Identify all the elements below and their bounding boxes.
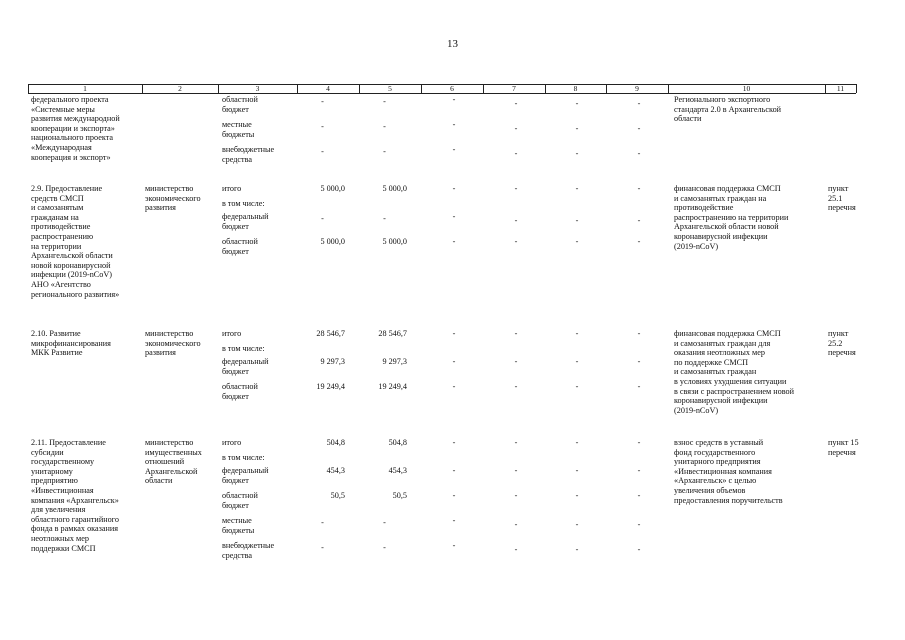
year-amount-value: - xyxy=(637,149,641,158)
header-column-number: 3 xyxy=(255,83,260,93)
funding-source-label: в том числе: xyxy=(222,199,265,208)
year-amount-value: - xyxy=(514,438,518,447)
total-amount-value: - xyxy=(321,214,324,223)
year-amount-value: - xyxy=(514,216,518,225)
header-column-number: 5 xyxy=(388,83,392,93)
expected-result: Регионального экспортного стандарта 2.0 в Архангельской области xyxy=(674,95,782,124)
year-amount-value: - xyxy=(452,516,456,525)
year-amount-value: - xyxy=(637,357,641,366)
year-amount-value: - xyxy=(637,216,641,225)
total-amount-value: 454,3 xyxy=(326,466,345,475)
year-amount-value: - xyxy=(575,357,579,366)
year-amount-value: - xyxy=(575,382,579,391)
total-amount-value: - xyxy=(321,147,324,156)
expected-result: финансовая поддержка СМСП и самозанятых граждан для оказания неотложных мер по поддержке СМСП и самозанятых граждан в условиях ухудшения ситуации в связи с распространением новой коронавирусной инфекции (2019-nCoV) xyxy=(674,329,794,415)
total-amount-value: 504,8 xyxy=(326,438,345,447)
year-amount-value: - xyxy=(514,491,518,500)
funding-source-label: областной бюджет xyxy=(222,237,258,256)
year-amount-value: - xyxy=(452,491,456,500)
measure-name: 2.9. Предоставление средств СМСП и самозанятым гражданам на противодействие распространению на территории Архангельской области новой коронавирусной инфекции (2019-nCoV) АНО «Агентство регионального развития» xyxy=(31,184,120,299)
year-2020-amount-value: 454,3 xyxy=(388,466,407,475)
list-item-reference: пункт 25.2 перечня xyxy=(828,329,856,358)
funding-source-label: местные бюджеты xyxy=(222,516,255,535)
year-amount-value: - xyxy=(452,237,456,246)
funding-source-label: областной бюджет xyxy=(222,382,258,401)
total-amount-value: 19 249,4 xyxy=(316,382,345,391)
funding-source-label: внебюджетные средства xyxy=(222,145,275,164)
year-amount-value: - xyxy=(575,237,579,246)
year-amount-value: - xyxy=(637,491,641,500)
year-2020-amount-value: - xyxy=(383,97,386,106)
year-amount-value: - xyxy=(575,545,579,554)
year-amount-value: - xyxy=(514,184,518,193)
year-amount-value: - xyxy=(575,491,579,500)
year-amount-value: - xyxy=(575,149,579,158)
total-amount-value: - xyxy=(321,97,324,106)
year-amount-value: - xyxy=(514,382,518,391)
header-column-number: 11 xyxy=(836,83,845,93)
year-amount-value: - xyxy=(452,145,456,154)
year-amount-value: - xyxy=(575,520,579,529)
list-item-reference: пункт 15 перечня xyxy=(828,438,859,457)
year-amount-value: - xyxy=(514,545,518,554)
year-2020-amount-value: - xyxy=(383,214,386,223)
year-2020-amount-value: 5 000,0 xyxy=(382,184,407,193)
year-amount-value: - xyxy=(452,184,456,193)
measure-name: 2.11. Предоставление субсидии государственному унитарному предприятию «Инвестиционная компания «Архангельск» для увеличения областного гарантийного фонда в рамках оказания неотложных мер поддержки СМСП xyxy=(31,438,119,553)
funding-source-label: областной бюджет xyxy=(222,95,258,114)
total-amount-value: 5 000,0 xyxy=(320,184,345,193)
header-column-number: 1 xyxy=(83,83,87,93)
header-column-number: 10 xyxy=(742,83,751,93)
year-2020-amount-value: 5 000,0 xyxy=(382,237,407,246)
year-amount-value: - xyxy=(637,99,641,108)
year-amount-value: - xyxy=(514,99,518,108)
year-amount-value: - xyxy=(452,212,456,221)
year-amount-value: - xyxy=(637,329,641,338)
measure-name: федерального проекта «Системные меры развития международной кооперации и экспорта» национального проекта «Международная кооперация и экспорт» xyxy=(31,95,120,162)
total-amount-value: 5 000,0 xyxy=(320,237,345,246)
year-amount-value: - xyxy=(452,438,456,447)
year-2020-amount-value: - xyxy=(383,122,386,131)
year-2020-amount-value: - xyxy=(383,147,386,156)
year-amount-value: - xyxy=(514,237,518,246)
year-amount-value: - xyxy=(452,466,456,475)
year-amount-value: - xyxy=(575,466,579,475)
header-column-number: 7 xyxy=(512,83,516,93)
page-number: 13 xyxy=(447,38,458,50)
funding-source-label: в том числе: xyxy=(222,344,265,353)
year-amount-value: - xyxy=(575,99,579,108)
header-column-number: 6 xyxy=(450,83,454,93)
year-amount-value: - xyxy=(514,357,518,366)
year-amount-value: - xyxy=(452,382,456,391)
year-amount-value: - xyxy=(452,541,456,550)
funding-source-label: внебюджетные средства xyxy=(222,541,275,560)
year-amount-value: - xyxy=(637,438,641,447)
funding-source-label: итого xyxy=(222,184,242,193)
header-column-number: 4 xyxy=(326,83,330,93)
funding-source-label: областной бюджет xyxy=(222,491,258,510)
responsible-executor: министерство имущественных отношений Архангельской области xyxy=(145,438,202,486)
funding-source-label: итого xyxy=(222,438,242,447)
year-amount-value: - xyxy=(637,466,641,475)
year-2020-amount-value: 19 249,4 xyxy=(378,382,407,391)
year-amount-value: - xyxy=(575,216,579,225)
funding-source-label: федеральный бюджет xyxy=(222,212,269,231)
total-amount-value: - xyxy=(321,518,324,527)
year-amount-value: - xyxy=(575,329,579,338)
total-amount-value: - xyxy=(321,122,324,131)
year-amount-value: - xyxy=(514,124,518,133)
list-item-reference: пункт 25.1 перечня xyxy=(828,184,856,213)
year-amount-value: - xyxy=(637,382,641,391)
year-2020-amount-value: 50,5 xyxy=(392,491,407,500)
header-column-number: 9 xyxy=(635,83,639,93)
responsible-executor: министерство экономического развития xyxy=(145,184,201,213)
year-amount-value: - xyxy=(637,184,641,193)
year-2020-amount-value: 9 297,3 xyxy=(382,357,407,366)
measure-name: 2.10. Развитие микрофинансирования МКК Развитие xyxy=(31,329,111,358)
year-2020-amount-value: 28 546,7 xyxy=(378,329,407,338)
responsible-executor: министерство экономического развития xyxy=(145,329,201,358)
year-amount-value: - xyxy=(514,329,518,338)
year-amount-value: - xyxy=(452,95,456,104)
year-2020-amount-value: - xyxy=(383,543,386,552)
funding-source-label: местные бюджеты xyxy=(222,120,255,139)
funding-source-label: в том числе: xyxy=(222,453,265,462)
total-amount-value: 9 297,3 xyxy=(320,357,345,366)
year-amount-value: - xyxy=(637,520,641,529)
funding-source-label: федеральный бюджет xyxy=(222,466,269,485)
header-column-number: 2 xyxy=(178,83,182,93)
year-amount-value: - xyxy=(452,329,456,338)
year-amount-value: - xyxy=(514,149,518,158)
table-header-row xyxy=(28,84,856,93)
year-amount-value: - xyxy=(575,184,579,193)
expected-result: взнос средств в уставный фонд государственного унитарного предприятия «Инвестиционная компания «Архангельск» с целью увеличения объемов предоставления поручительств xyxy=(674,438,783,505)
year-2020-amount-value: 504,8 xyxy=(388,438,407,447)
total-amount-value: - xyxy=(321,543,324,552)
year-amount-value: - xyxy=(575,438,579,447)
year-amount-value: - xyxy=(514,520,518,529)
year-amount-value: - xyxy=(514,466,518,475)
expected-result: финансовая поддержка СМСП и самозанятых граждан на противодействие распространению на территории Архангельской области новой коронавирусной инфекции (2019-nCoV) xyxy=(674,184,789,251)
year-amount-value: - xyxy=(452,357,456,366)
header-bottom-border xyxy=(28,93,856,94)
total-amount-value: 50,5 xyxy=(330,491,345,500)
funding-source-label: итого xyxy=(222,329,242,338)
year-2020-amount-value: - xyxy=(383,518,386,527)
year-amount-value: - xyxy=(637,545,641,554)
funding-source-label: федеральный бюджет xyxy=(222,357,269,376)
year-amount-value: - xyxy=(637,237,641,246)
header-column-border xyxy=(856,84,857,93)
year-amount-value: - xyxy=(637,124,641,133)
header-column-number: 8 xyxy=(573,83,578,93)
year-amount-value: - xyxy=(575,124,579,133)
total-amount-value: 28 546,7 xyxy=(316,329,345,338)
year-amount-value: - xyxy=(452,120,456,129)
